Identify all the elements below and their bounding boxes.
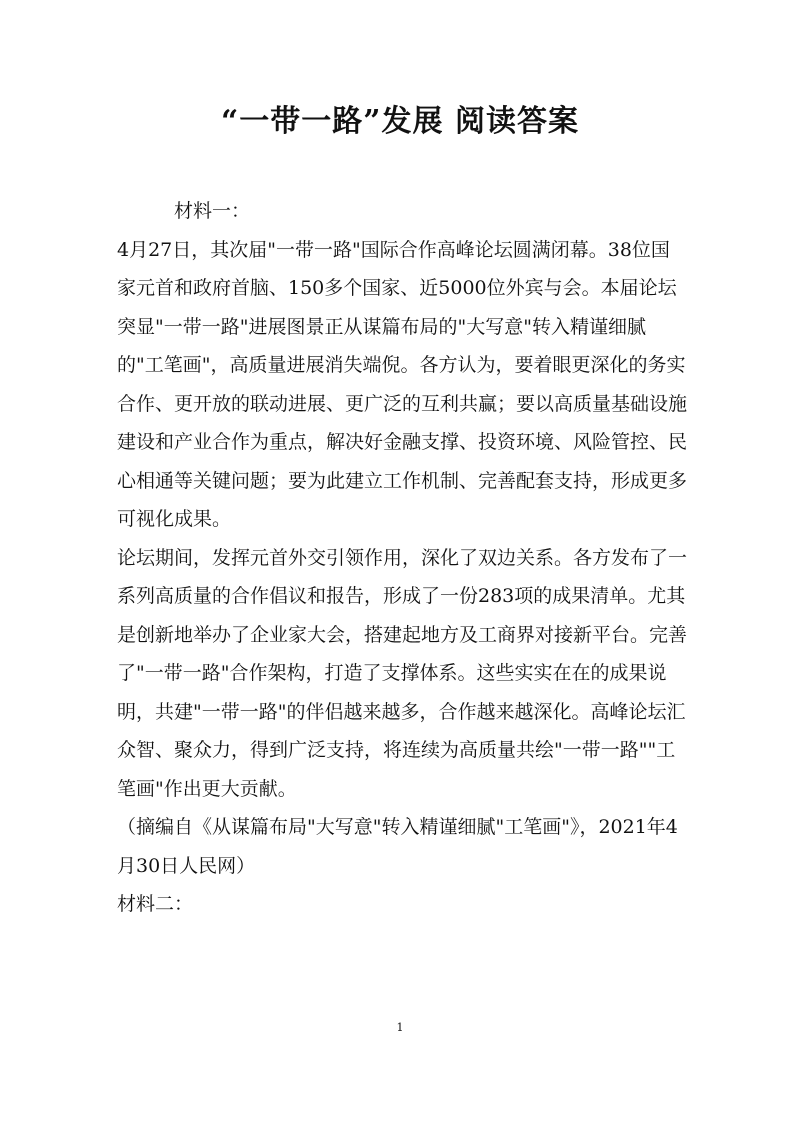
document-body	[117, 192, 687, 924]
page-number: 1	[396, 1021, 404, 1034]
material-two-label: 材料二：	[117, 893, 194, 915]
document-title: “一带一路”发展 阅读答案	[221, 104, 579, 139]
material-one-label: 材料一：	[174, 200, 251, 222]
paragraph-2: 论坛期间，发挥元首外交引领作用，深化了双边关系。各方发布了一系列高质量的合作倡议和报告，形成了一份283项的成果清单。尤其是创新地举办了企业家大会，搭建起地方及工商界对接新平台。完善了"一带一路"合作架构，打造了支撑体系。这些实实在在的成果说明，共建"一带一路"的伴侣越来越多，合作越来越深化。高峰论坛汇众智、聚众力，得到广泛支持，将连续为高质量共绘"一带一路""工笔画"作出更大贡献。	[117, 546, 688, 800]
source-note: （摘编自《从谋篇布局"大写意"转入精谨细腻"工笔画"》，2021年4月30日人民网）	[117, 816, 678, 877]
paragraph-1: 4月27日，其次届"一带一路"国际合作高峰论坛圆满闭幕。38位国家元首和政府首脑、150多个国家、近5000位外宾与会。本届论坛突显"一带一路"进展图景正从谋篇布局的"大写意"转入精谨细腻的"工笔画"，高质量进展消失端倪。各方认为，要着眼更深化的务实合作、更开放的联动进展、更广泛的互利共赢；要以高质量基础设施建设和产业合作为重点，解决好金融支撑、投资环境、风险管控、民心相通等关键问题；要为此建立工作机制、完善配套支持，形成更多可视化成果。	[117, 238, 688, 530]
